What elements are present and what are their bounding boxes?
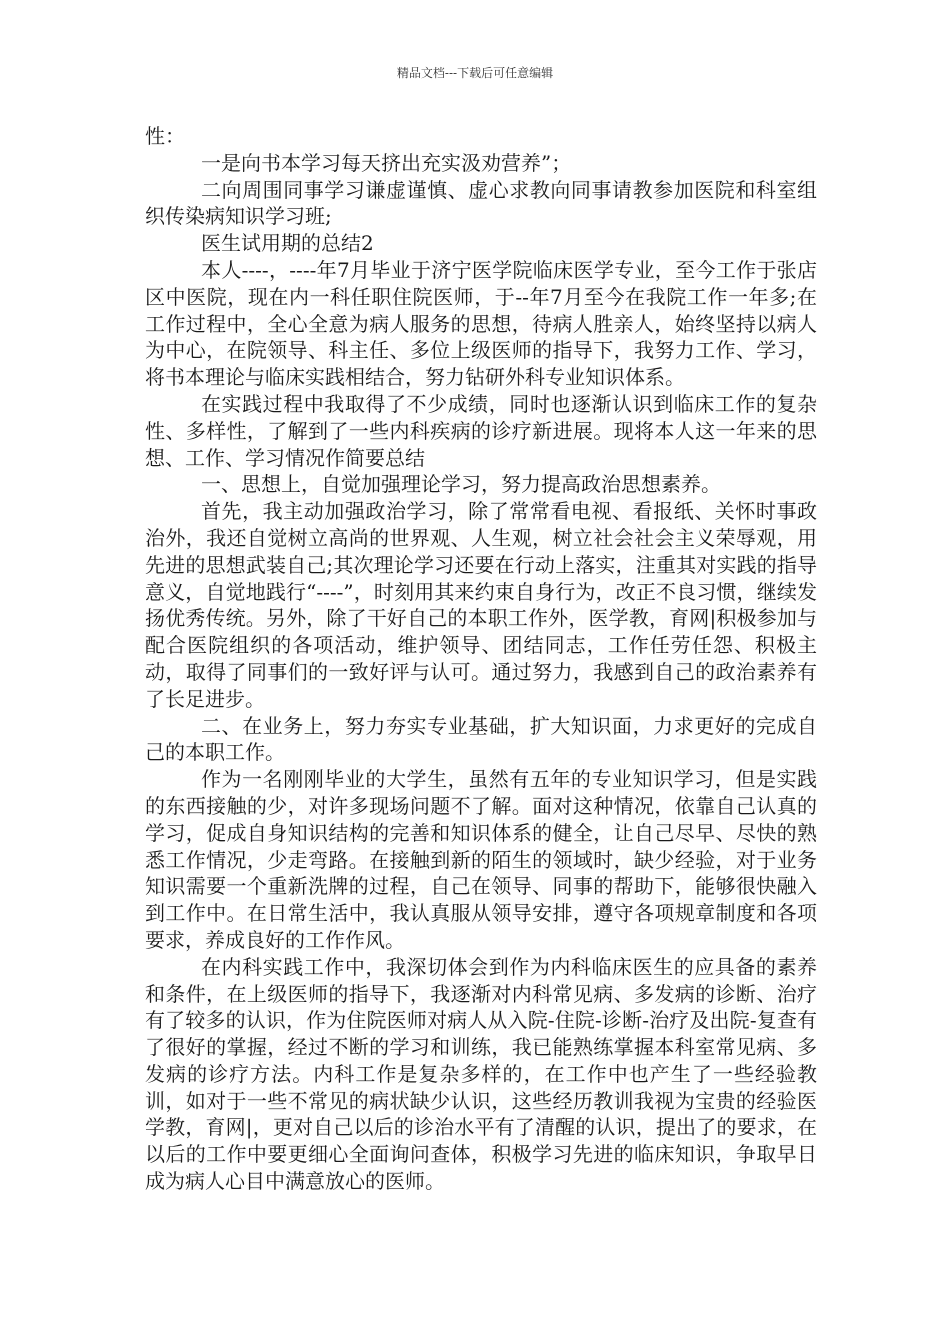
paragraph: 作为一名刚刚毕业的大学生，虽然有五年的专业知识学习，但是实践的东西接触的少，对许多现场问题不了解。面对这种情况，依靠自己认真的学习，促成自身知识结构的完善和知识体系的健全，让自己尽早、尽快的熟悉工作情况，少走弯路。在接触到新的陌生的领域时，缺少经验，对于业务知识需要一个重新洗牌的过程，自己在领导、同事的帮助下，能够很快融入到工作中。在日常生活中，我认真服从领导安排，遵守各项规章制度和各项要求，养成良好的工作作风。 [145, 767, 817, 952]
paragraph: 在实践过程中我取得了不少成绩，同时也逐渐认识到临床工作的复杂性、多样性，了解到了一些内科疾病的诊疗新进展。现将本人这一年来的思想、工作、学习情况作简要总结 [145, 391, 817, 470]
paragraph: 一、思想上，自觉加强理论学习，努力提高政治思想素养。 [201, 472, 721, 497]
paragraph: 医生试用期的总结2 [201, 231, 374, 256]
paragraph: 首先，我主动加强政治学习，除了常常看电视、看报纸、关怀时事政治外，我还自觉树立高尚的世界观、人生观，树立社会社会主义荣辱观，用先进的思想武装自己;其次理论学习还要在行动上落实，注重其对实践的指导意义，自觉地践行“----”，时刻用其来约束自身行为，改正不良习惯，继续发扬优秀传统。另外，除了干好自己的本职工作外，医学教，育网|积极参加与配合医院组织的各项活动，维护领导、团结同志，工作任劳任怨、积极主动，取得了同事们的一致好评与认可。通过努力，我感到自己的政治素养有了长足进步。 [145, 499, 817, 711]
paragraph: 本人----，----年7月毕业于济宁医学院临床医学专业，至今工作于张店区中医院，现在内一科任职住院医师，于--年7月至今在我院工作一年多;在工作过程中，全心全意为病人服务的思想，待病人胜亲人，始终坚持以病人为中心，在院领导、科主任、多位上级医师的指导下，我努力工作、学习，将书本理论与临床实践相结合，努力钻研外科专业知识体系。 [145, 257, 817, 390]
document-body [145, 123, 817, 1195]
paragraph: 一是向书本学习每天挤出充实汲劝营养”； [201, 150, 572, 175]
paragraph: 二向周围同事学习谦虚谨慎、虚心求教向同事请教参加医院和科室组织传染病知识学习班; [145, 177, 817, 229]
page-header: 精品文档---下载后可任意编辑 [396, 66, 554, 80]
paragraph: 性： [145, 124, 185, 148]
paragraph: 在内科实践工作中，我深切体会到作为内科临床医生的应具备的素养和条件，在上级医师的指导下，我逐渐对内科常见病、多发病的诊断、治疗有了较多的认识，作为住院医师对病人从入院-住院-诊断-治疗及出院-复查有了很好的掌握，经过不断的学习和训练，我已能熟练掌握本科室常见病、多发病的诊疗方法。内科工作是复杂多样的，在工作中也产生了一些经验教训，如对于一些不常见的病状缺少认识，这些经历教训我视为宝贵的经验医学教，育网|，更对自己以后的诊治水平有了清醒的认识，提出了的要求，在以后的工作中要更细心全面询问查体，积极学习先进的临床知识，争取早日成为病人心目中满意放心的医师。 [145, 954, 817, 1194]
paragraph: 二、在业务上，努力夯实专业基础，扩大知识面，力求更好的完成自己的本职工作。 [145, 713, 817, 765]
